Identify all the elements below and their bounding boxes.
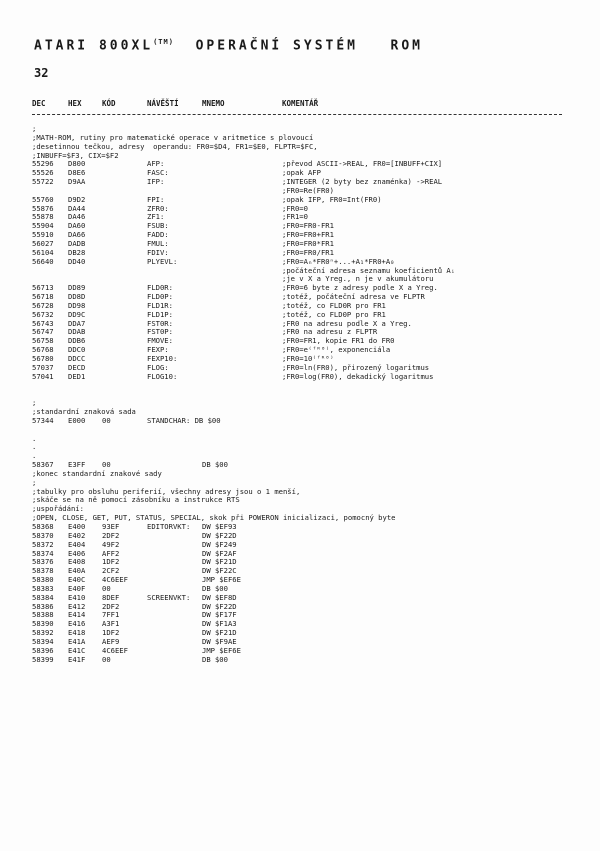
cell-comment: ;FR0=FR0*FR1 [282, 238, 334, 248]
cell-mnemo: DW $F2AF [202, 548, 237, 558]
cell-dec: 55904 [32, 221, 54, 231]
cell-hex: E40C [68, 575, 86, 585]
cell-dec: 56732 [32, 309, 54, 319]
page-title [34, 38, 423, 53]
cell-code: 1DF2 [102, 557, 120, 567]
cell-dec: 58396 [32, 645, 54, 655]
cell-mnemo: DB $00 [202, 460, 228, 470]
cell-comment: ;FR0=0 [282, 203, 308, 213]
cell-label: AFP: [147, 159, 165, 169]
cell-dec: 57037 [32, 362, 54, 372]
cell-dec: 58380 [32, 575, 54, 585]
cell-dec: 56758 [32, 336, 54, 346]
cell-mnemo: DW $F22D [202, 530, 237, 540]
cell-label: FST0R: [147, 318, 173, 328]
cell-hex: DA44 [68, 203, 86, 213]
cell-hex: E41A [68, 636, 86, 646]
cell-dec: ;uspořádání: [32, 504, 84, 514]
cell-comment: ;počáteční adresa seznamu koeficientů Aᵢ [282, 265, 456, 275]
cell-comment: ;FR0=FR0-FR1 [282, 221, 334, 231]
cell-dec: ;tabulky pro obsluhu periferií, všechny adresy jsou o 1 menší, [32, 486, 301, 496]
cell-hex: DED1 [68, 371, 86, 381]
cell-mnemo: JMP $EF6E [202, 645, 241, 655]
cell-label: FMUL: [147, 238, 169, 248]
cell-dec: ;desetinnou tečkou, adresy operandu: FR0=$D4, FR1=$E0, FLPTR=$FC, [32, 141, 318, 151]
cell-label: FEXP: [147, 345, 169, 355]
cell-hex: DD98 [68, 300, 86, 310]
cell-comment: ;FR0=10⁽ᶠᴿ⁰⁾ [282, 353, 334, 363]
cell-dec: 58383 [32, 583, 54, 593]
cell-mnemo: DW $F1A3 [202, 619, 237, 629]
cell-comment: ;FR0=ln(FR0), přirozený logaritmus [282, 362, 430, 372]
cell-hex: E40A [68, 566, 86, 576]
cell-hex: E414 [68, 610, 86, 620]
cell-comment: ;opak AFP [282, 168, 321, 178]
cell-comment: ;opak IFP, FR0=Int(FR0) [282, 194, 382, 204]
cell-comment: ;je v X a Yreg., n je v akumulátoru [282, 274, 434, 284]
cell-code: 49F2 [102, 539, 120, 549]
cell-label: FLD1R: [147, 300, 173, 310]
cell-dec: 56728 [32, 300, 54, 310]
cell-hex: DB28 [68, 247, 86, 257]
cell-dec: 55526 [32, 168, 54, 178]
cell-hex: E000 [68, 415, 86, 425]
cell-code: 4C6EEF [102, 575, 128, 585]
cell-comment: ;FR0 na adresu z FLPTR [282, 327, 378, 337]
cell-label: STANDCHAR: DB $00 [147, 415, 221, 425]
cell-label: FASC: [147, 168, 169, 178]
cell-code: 93EF [102, 521, 120, 531]
cell-code: 00 [102, 460, 111, 470]
cell-code: 7FF1 [102, 610, 120, 620]
cell-dec: 56743 [32, 318, 54, 328]
cell-label: FSUB: [147, 221, 169, 231]
cell-mnemo: DW $F9AE [202, 636, 237, 646]
cell-dec: 58399 [32, 654, 54, 664]
cell-comment: ;FR0=Re(FR0) [282, 185, 334, 195]
column-header-dec: DEC [32, 99, 46, 108]
cell-code: 1DF2 [102, 628, 120, 638]
cell-code: 2CF2 [102, 566, 120, 576]
cell-code: 00 [102, 654, 111, 664]
page-number: 32 [34, 66, 49, 80]
cell-hex: D8E6 [68, 168, 86, 178]
cell-hex: DA46 [68, 212, 86, 222]
cell-label: FLD0R: [147, 283, 173, 293]
cell-comment: ;FR1=0 [282, 212, 308, 222]
cell-comment: ;FR0=e⁽ᶠᴿ⁰⁾, exponenciála [282, 345, 391, 355]
cell-comment: ;FR0=FR0/FR1 [282, 247, 334, 257]
cell-mnemo: DB $00 [202, 583, 228, 593]
cell-dec: 58370 [32, 530, 54, 540]
cell-dec: 55876 [32, 203, 54, 213]
cell-dec: ;skáče se na ně pomocí zásobníku a instrukce RTS [32, 495, 240, 505]
cell-mnemo: DW $EF8D [202, 592, 237, 602]
cell-mnemo: DW $F249 [202, 539, 237, 549]
cell-comment: ;totéž, co FLD0R pro FR1 [282, 300, 386, 310]
cell-comment: ;FR0=log(FR0), dekadický logaritmus [282, 371, 434, 381]
column-header-hex: HEX [68, 99, 82, 108]
cell-dec: 57344 [32, 415, 54, 425]
cell-hex: DD40 [68, 256, 86, 266]
cell-label: FPI: [147, 194, 165, 204]
column-header-navesti: NÁVĚŠTÍ [147, 99, 179, 108]
cell-dec: 58372 [32, 539, 54, 549]
cell-label: PLYEVL: [147, 256, 178, 266]
cell-dec: 55296 [32, 159, 54, 169]
cell-hex: DECD [68, 362, 86, 372]
cell-mnemo: DW $F17F [202, 610, 237, 620]
cell-hex: D9D2 [68, 194, 86, 204]
cell-comment: ;FR0=FR0+FR1 [282, 230, 334, 240]
cell-dec: 55910 [32, 230, 54, 240]
cell-hex: DDAB [68, 327, 86, 337]
cell-label: FMOVE: [147, 336, 173, 346]
cell-dec: ; [32, 398, 37, 408]
cell-label: IFP: [147, 177, 165, 187]
cell-mnemo: DB $00 [202, 654, 228, 664]
cell-dec: ;OPEN, CLOSE, GET, PUT, STATUS, SPECIAL, skok při POWERON inicializaci, pomocný byte [32, 513, 396, 523]
cell-dec: 58374 [32, 548, 54, 558]
cell-hex: E41C [68, 645, 86, 655]
cell-dec: 55760 [32, 194, 54, 204]
cell-hex: DD9C [68, 309, 86, 319]
cell-comment: ;INTEGER (2 byty bez znaménka) ->REAL [282, 177, 443, 187]
cell-hex: E402 [68, 530, 86, 540]
cell-code: A3F1 [102, 619, 120, 629]
cell-comment: ;FR0 na adresu podle X a Yreg. [282, 318, 412, 328]
cell-dec: 58384 [32, 592, 54, 602]
title-right: OPERAČNÍ SYSTÉM ROM [195, 38, 423, 54]
cell-mnemo: DW $EF93 [202, 521, 237, 531]
cell-code: 00 [102, 415, 111, 425]
cell-code: 2DF2 [102, 601, 120, 611]
cell-label: FLD0P: [147, 292, 173, 302]
cell-dec: 56780 [32, 353, 54, 363]
cell-hex: D9AA [68, 177, 86, 187]
cell-comment: ;totéž, co FLD0P pro FR1 [282, 309, 386, 319]
column-header-kod: KÓD [102, 99, 116, 108]
cell-dec: 55878 [32, 212, 54, 222]
cell-label: FLOG: [147, 362, 169, 372]
cell-comment: ;totéž, počáteční adresa ve FLPTR [282, 292, 425, 302]
cell-dec: ;INBUFF=$F3, CIX=$F2 [32, 150, 119, 160]
cell-label: FADD: [147, 230, 169, 240]
cell-dec: 56104 [32, 247, 54, 257]
cell-dec: 56718 [32, 292, 54, 302]
cell-hex: E406 [68, 548, 86, 558]
cell-dec: 58390 [32, 619, 54, 629]
cell-hex: E404 [68, 539, 86, 549]
cell-dec: 56768 [32, 345, 54, 355]
cell-dec: ;standardní znaková sada [32, 407, 136, 416]
cell-dec: 58367 [32, 460, 54, 470]
cell-dec: ; [32, 477, 37, 487]
cell-label: FST0P: [147, 327, 173, 337]
cell-hex: E416 [68, 619, 86, 629]
cell-mnemo: DW $F21D [202, 557, 237, 567]
cell-hex: DDB6 [68, 336, 86, 346]
cell-dec: 58394 [32, 636, 54, 646]
cell-code: 2DF2 [102, 530, 120, 540]
cell-label: SCREENVKT: [147, 592, 191, 602]
cell-hex: D800 [68, 159, 86, 169]
cell-mnemo: DW $F22D [202, 601, 237, 611]
cell-hex: DA66 [68, 230, 86, 240]
cell-mnemo: JMP $EF6E [202, 575, 241, 585]
cell-dec: 58378 [32, 566, 54, 576]
cell-dec: 55722 [32, 177, 54, 187]
cell-dec: 58388 [32, 610, 54, 620]
cell-dec: . [32, 451, 37, 461]
title-left: ATARI 800XL [34, 38, 154, 54]
cell-hex: E400 [68, 521, 86, 531]
cell-code: 4C6EEF [102, 645, 128, 655]
cell-hex: E410 [68, 592, 86, 602]
cell-hex: E418 [68, 628, 86, 638]
cell-hex: E3FF [68, 460, 86, 470]
cell-code: AEF9 [102, 636, 120, 646]
cell-hex: E408 [68, 557, 86, 567]
trademark-mark: (TM) [153, 38, 174, 46]
cell-code: AFF2 [102, 548, 120, 558]
cell-dec: 56747 [32, 327, 54, 337]
cell-comment: ;FR0=Aₙ*FR0ⁿ+...+A₁*FR0+A₀ [282, 256, 395, 266]
cell-label: FDIV: [147, 247, 169, 257]
cell-dec: 58376 [32, 557, 54, 567]
cell-hex: DD89 [68, 283, 86, 293]
cell-label: ZFR0: [147, 203, 169, 213]
cell-label: FLD1P: [147, 309, 173, 319]
cell-hex: E40F [68, 583, 86, 593]
cell-dec: 56027 [32, 238, 54, 248]
cell-comment: ;převod ASCII->REAL, FR0=[INBUFF+CIX] [282, 159, 443, 169]
cell-dec: 58386 [32, 601, 54, 611]
column-header-komentar: KOMENTÁŘ [282, 99, 319, 108]
cell-comment: ;FR0=6 byte z adresy podle X a Yreg. [282, 283, 438, 293]
cell-dec: 56640 [32, 256, 54, 266]
cell-comment: ;FR0=FR1, kopie FR1 do FR0 [282, 336, 395, 346]
header-rule [32, 114, 562, 115]
cell-hex: DA60 [68, 221, 86, 231]
cell-dec: ;MATH-ROM, rutiny pro matematické operace v aritmetice s plovoucí [32, 132, 314, 142]
cell-dec: ;konec standardní znakové sady [32, 468, 162, 478]
cell-dec: . [32, 433, 37, 443]
cell-dec: ; [32, 124, 37, 133]
column-header-mnemo: MNEMO [202, 99, 225, 108]
cell-dec: 56713 [32, 283, 54, 293]
cell-hex: E41F [68, 654, 86, 664]
cell-hex: DADB [68, 238, 86, 248]
cell-hex: DDA7 [68, 318, 86, 328]
cell-dec: 57041 [32, 371, 54, 381]
cell-label: FEXP10: [147, 353, 178, 363]
cell-hex: DD8D [68, 292, 86, 302]
cell-label: FLOG10: [147, 371, 178, 381]
cell-hex: DDCC [68, 353, 86, 363]
cell-dec: 58368 [32, 521, 54, 531]
cell-label: ZF1: [147, 212, 165, 222]
cell-mnemo: DW $F21D [202, 628, 237, 638]
cell-code: 8DEF [102, 592, 120, 602]
cell-dec: 58392 [32, 628, 54, 638]
cell-code: 00 [102, 583, 111, 593]
cell-hex: E412 [68, 601, 86, 611]
cell-mnemo: DW $F22C [202, 566, 237, 576]
cell-label: EDITORVKT: [147, 521, 191, 531]
cell-dec: . [32, 442, 37, 452]
cell-hex: DDC0 [68, 345, 86, 355]
